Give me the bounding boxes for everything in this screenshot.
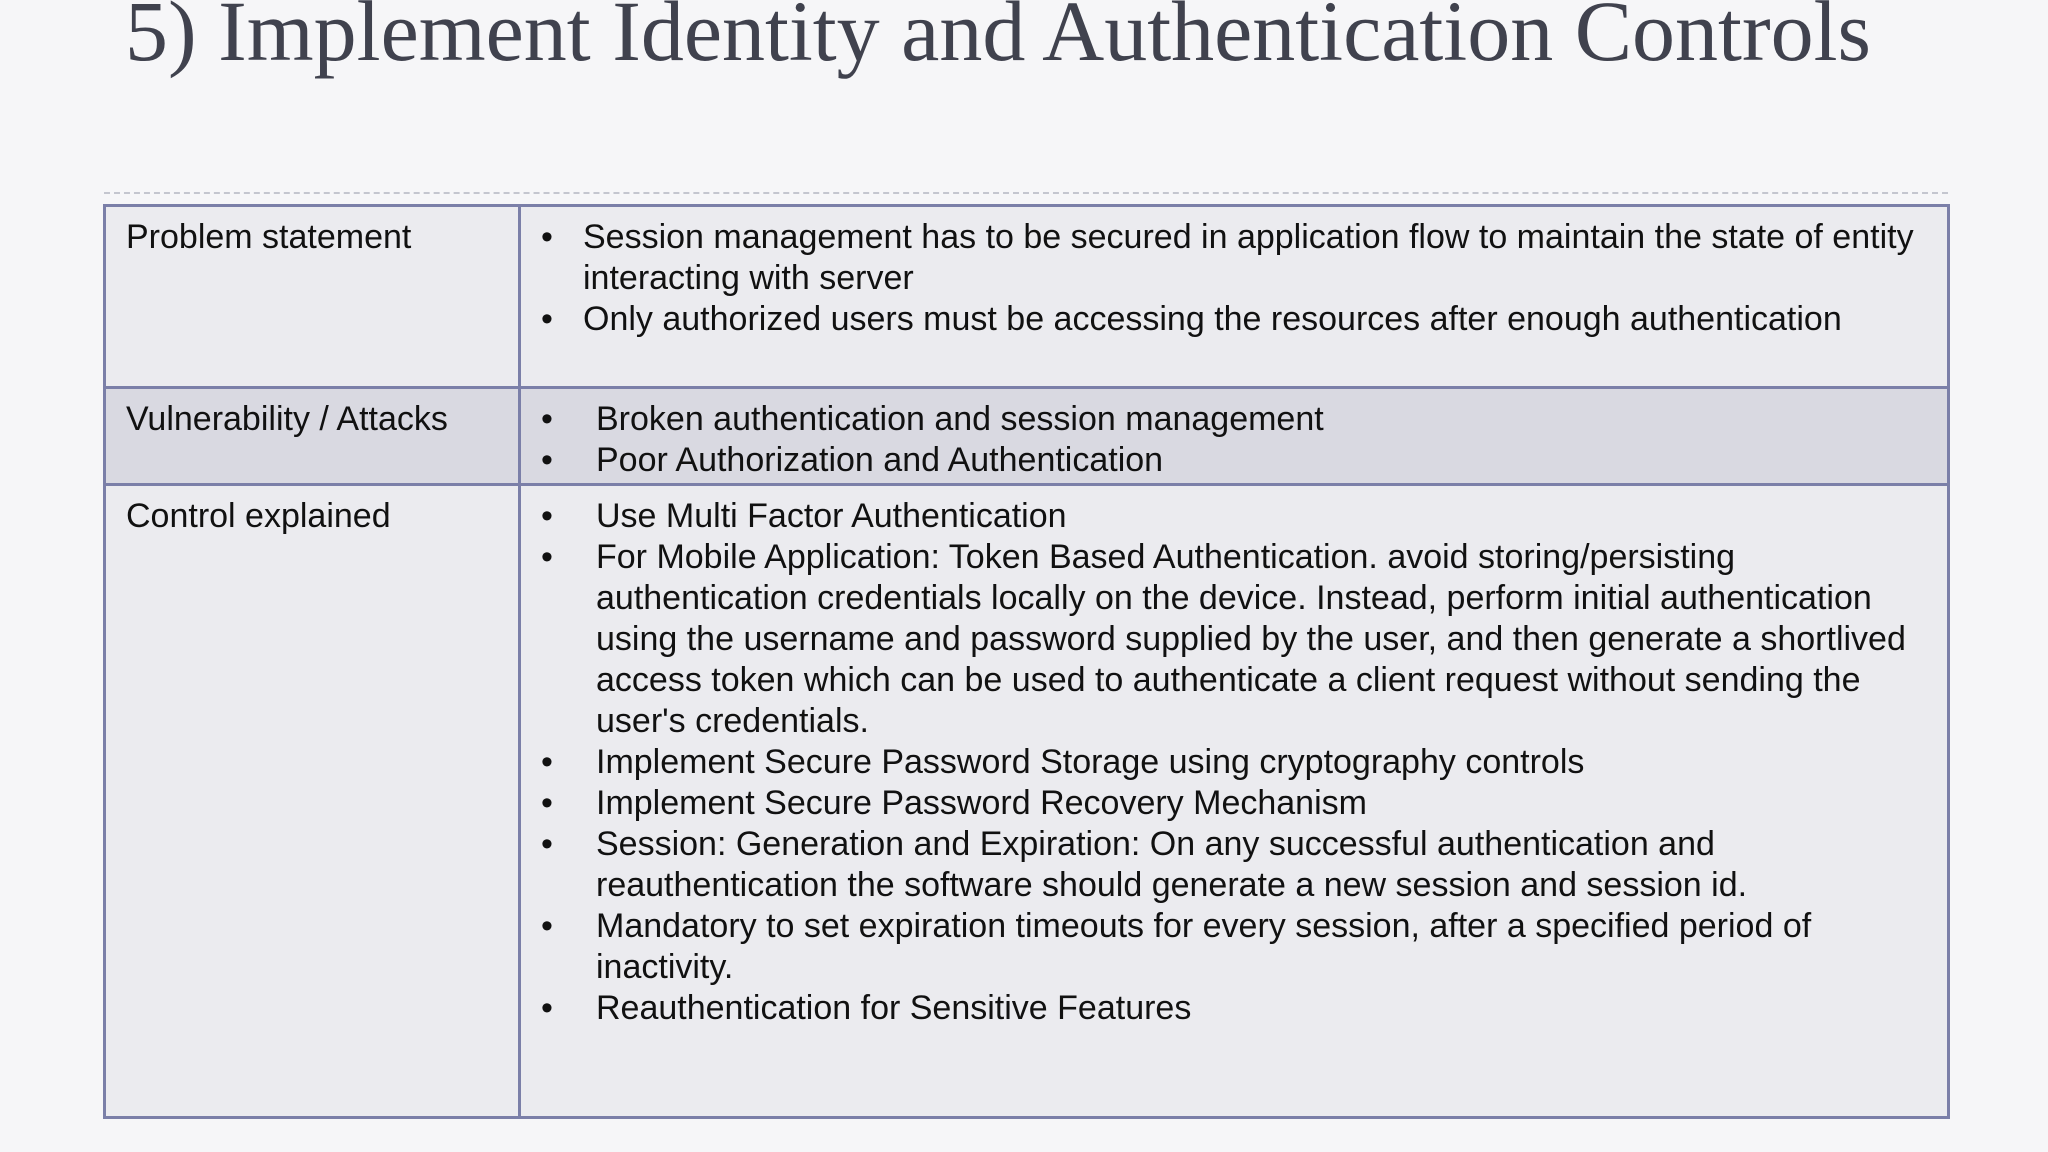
bullet-icon: • <box>541 825 553 863</box>
bullet-list <box>541 399 1929 481</box>
controls-table <box>103 204 1950 1119</box>
list-item: • Broken authentication and session management <box>541 400 1324 438</box>
row-content <box>520 206 1949 388</box>
bullet-icon: • <box>541 907 553 945</box>
bullet-icon: • <box>541 784 553 822</box>
slide-title: 5) Implement Identity and Authentication Controls <box>125 0 1871 79</box>
list-item: • Session: Generation and Expiration: On any successful authentication and reauthentication the software should generate a new session and session id. <box>541 825 1748 904</box>
row-content <box>520 485 1949 1118</box>
bullet-icon: • <box>541 400 553 438</box>
list-item: • Mandatory to set expiration timeouts for every session, after a specified period of inactivity. <box>541 907 1812 986</box>
row-content <box>520 388 1949 485</box>
title-divider <box>104 192 1948 194</box>
list-item: • Implement Secure Password Recovery Mechanism <box>541 784 1367 822</box>
table-row-problem-statement <box>105 206 1949 388</box>
bullet-list <box>541 496 1929 1029</box>
table-row-control-explained <box>105 485 1949 1118</box>
list-item: • Poor Authorization and Authentication <box>541 441 1164 479</box>
list-item: • Implement Secure Password Storage using cryptography controls <box>541 743 1585 781</box>
bullet-icon: • <box>541 743 553 781</box>
bullet-icon: • <box>541 989 553 1027</box>
list-item: • Session management has to be secured in application flow to maintain the state of entity interacting with server <box>541 218 1914 297</box>
bullet-icon: • <box>541 300 553 338</box>
list-item: • For Mobile Application: Token Based Authentication. avoid storing/persisting authentication credentials locally on the device. Instead, perform initial authentication using the username and password supplied by the user, and then generate a shortlived access token which can be used to authenticate a client request without sending the user's credentials. <box>541 538 1906 740</box>
bullet-icon: • <box>541 441 553 479</box>
row-label: Control explained <box>105 485 520 1118</box>
list-item: • Only authorized users must be accessing the resources after enough authentication <box>541 300 1842 338</box>
bullet-icon: • <box>541 218 553 256</box>
table-row-vulnerability-attacks <box>105 388 1949 485</box>
list-item: • Use Multi Factor Authentication <box>541 497 1067 535</box>
bullet-icon: • <box>541 538 553 576</box>
bullet-list <box>541 217 1929 340</box>
list-item: • Reauthentication for Sensitive Features <box>541 989 1192 1027</box>
row-label: Problem statement <box>105 206 520 388</box>
bullet-icon: • <box>541 497 553 535</box>
row-label: Vulnerability / Attacks <box>105 388 520 485</box>
